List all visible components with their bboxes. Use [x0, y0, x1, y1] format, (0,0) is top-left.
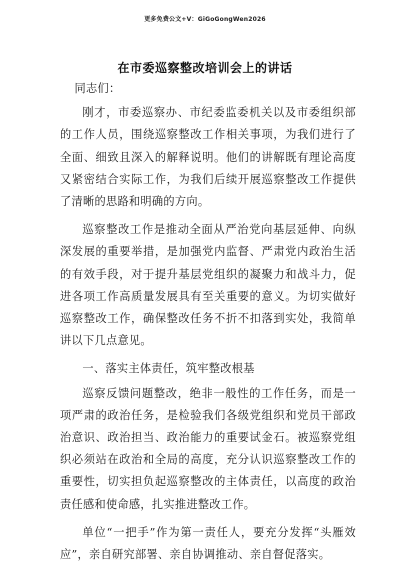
section-heading: 一、落实主体责任，筑牢整改根基	[82, 362, 255, 376]
paragraph-intro: 刚才，市委巡察办、市纪委监委机关以及市委组织部的工作人员，围绕巡察整改工作相关事项，为我们进行了全面、细致且深入的解释说明。他们的讲解既有理论高度又紧密结合实际工作，为我们后续开展巡察整改工作提供了清晰的思路和明确的方向。	[60, 106, 356, 209]
speech-title: 在市委巡察整改培训会上的讲话	[117, 61, 293, 75]
header-note: 更多免费公文+V：GiGoGongWen2026	[144, 16, 266, 23]
speech-body	[60, 78, 356, 572]
paragraph-significance: 巡察整改工作是推动全面从严治党向基层延伸、向纵深发展的重要举措，是加强党内监督、严肃党内政治生活的有效手段，对于提升基层党组织的凝聚力和战斗力，促进各项工作高质量发展具有至关重要的意义。为切实做好巡察整改工作，确保整改任务不折不扣落到实处，我简单讲以下几点意见。	[60, 223, 356, 348]
salutation: 同志们：	[74, 82, 121, 95]
section-paragraph: 巡察反馈问题整改，绝非一般性的工作任务，而是一项严肃的政治任务，是检验我们各级党组织和党员干部政治意识、政治担当、政治能力的重要试金石。被巡察党组织必须站在政治和全局的高度，充分认识巡察整改工作的重要性，切实担负起巡察整改的主体责任，以高度的政治责任感和使命感，扎实推进整改工作。	[60, 386, 356, 511]
section-paragraph: 单位“一把手”作为第一责任人，要充分发挥“头雁效应”，亲自研究部署、亲自协调推动、亲自督促落实。	[60, 525, 356, 562]
